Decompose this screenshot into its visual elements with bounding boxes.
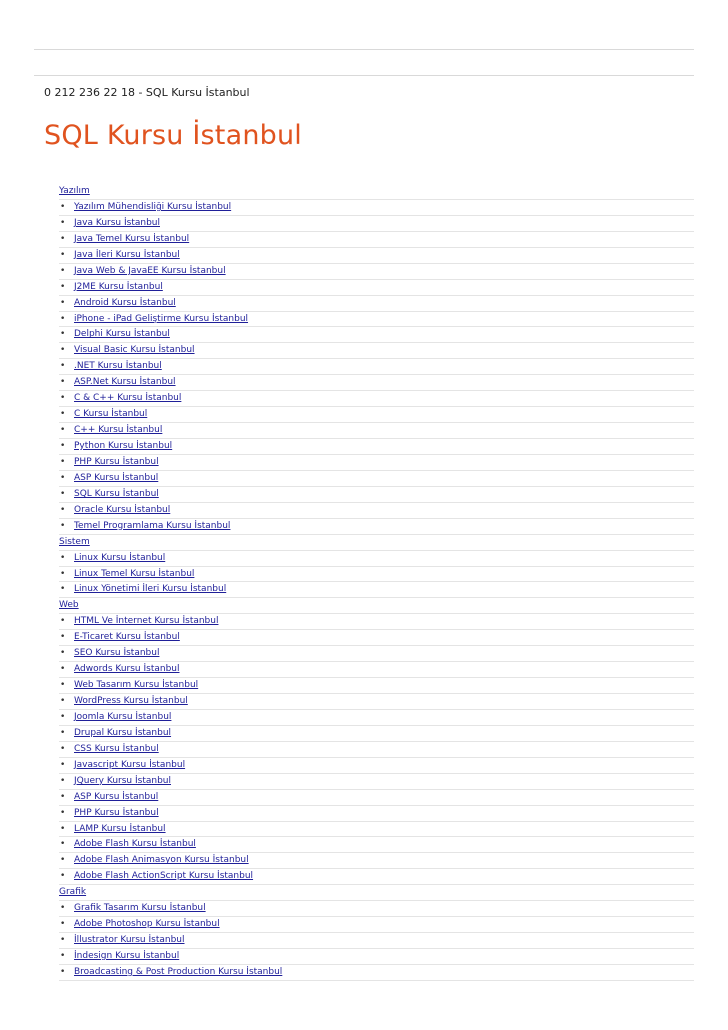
course-link[interactable]: Linux Yönetimi İleri Kursu İstanbul bbox=[74, 584, 227, 595]
course-link[interactable]: Visual Basic Kursu İstanbul bbox=[74, 345, 195, 356]
bullet-icon: • bbox=[60, 935, 66, 946]
bullet-icon: • bbox=[60, 456, 66, 467]
course-link[interactable]: Yazılım Mühendisliği Kursu İstanbul bbox=[74, 201, 232, 212]
list-item bbox=[59, 296, 694, 312]
course-link[interactable]: Adobe Flash Kursu İstanbul bbox=[74, 839, 196, 850]
list-item bbox=[59, 758, 694, 774]
bullet-icon: • bbox=[60, 393, 66, 404]
course-link[interactable]: J2ME Kursu İstanbul bbox=[74, 281, 163, 292]
bullet-icon: • bbox=[60, 233, 66, 244]
bullet-icon: • bbox=[60, 632, 66, 643]
course-link[interactable]: CSS Kursu İstanbul bbox=[74, 743, 159, 754]
bullet-icon: • bbox=[60, 807, 66, 818]
list-item bbox=[59, 630, 694, 646]
category-row bbox=[59, 598, 694, 614]
course-link[interactable]: İndesign Kursu İstanbul bbox=[74, 951, 180, 961]
bullet-icon: • bbox=[60, 504, 66, 515]
page-title: SQL Kursu İstanbul bbox=[44, 120, 302, 151]
bullet-icon: • bbox=[60, 313, 66, 324]
category-link[interactable]: Grafik bbox=[59, 887, 87, 898]
list-item bbox=[59, 359, 694, 375]
bullet-icon: • bbox=[60, 329, 66, 340]
course-link[interactable]: Java Kursu İstanbul bbox=[74, 217, 160, 228]
bullet-icon: • bbox=[60, 680, 66, 691]
course-link[interactable]: Python Kursu İstanbul bbox=[74, 441, 173, 451]
bullet-icon: • bbox=[60, 855, 66, 866]
bullet-icon: • bbox=[60, 966, 66, 977]
bullet-icon: • bbox=[60, 775, 66, 786]
bullet-icon: • bbox=[60, 823, 66, 834]
bullet-icon: • bbox=[60, 425, 66, 436]
bullet-icon: • bbox=[60, 345, 66, 356]
category-link[interactable]: Web bbox=[59, 600, 79, 611]
course-link[interactable]: Linux Kursu İstanbul bbox=[74, 552, 166, 563]
bullet-icon: • bbox=[60, 839, 66, 850]
course-link[interactable]: ASP Kursu İstanbul bbox=[74, 472, 159, 483]
course-link[interactable]: C++ Kursu İstanbul bbox=[74, 425, 163, 436]
course-link[interactable]: Java Temel Kursu İstanbul bbox=[74, 233, 190, 244]
list-item bbox=[59, 949, 694, 965]
bullet-icon: • bbox=[60, 727, 66, 738]
course-link[interactable]: JQuery Kursu İstanbul bbox=[74, 775, 171, 786]
bullet-icon: • bbox=[60, 951, 66, 961]
bullet-icon: • bbox=[60, 568, 66, 579]
list-item bbox=[59, 742, 694, 758]
bullet-icon: • bbox=[60, 648, 66, 659]
list-item bbox=[59, 694, 694, 710]
course-link[interactable]: Linux Temel Kursu İstanbul bbox=[74, 568, 195, 579]
course-list bbox=[59, 184, 694, 981]
list-item bbox=[59, 551, 694, 567]
category-row bbox=[59, 184, 694, 200]
bullet-icon: • bbox=[60, 759, 66, 770]
list-item bbox=[59, 471, 694, 487]
course-link[interactable]: C Kursu İstanbul bbox=[74, 409, 148, 420]
course-link[interactable]: PHP Kursu İstanbul bbox=[74, 807, 159, 818]
course-link[interactable]: Adobe Photoshop Kursu İstanbul bbox=[74, 919, 220, 930]
bullet-icon: • bbox=[60, 616, 66, 627]
bullet-icon: • bbox=[60, 903, 66, 914]
course-link[interactable]: HTML Ve İnternet Kursu İstanbul bbox=[74, 616, 219, 627]
course-link[interactable]: PHP Kursu İstanbul bbox=[74, 456, 159, 467]
list-item bbox=[59, 343, 694, 359]
list-item bbox=[59, 503, 694, 519]
list-item bbox=[59, 853, 694, 869]
list-item bbox=[59, 726, 694, 742]
bullet-icon: • bbox=[60, 377, 66, 388]
list-item bbox=[59, 790, 694, 806]
list-item bbox=[59, 774, 694, 790]
list-item bbox=[59, 901, 694, 917]
header-divider bbox=[34, 75, 694, 76]
course-link[interactable]: Oracle Kursu İstanbul bbox=[74, 504, 171, 515]
course-link[interactable]: C & C++ Kursu İstanbul bbox=[74, 393, 182, 404]
list-item bbox=[59, 439, 694, 455]
course-link[interactable]: Grafik Tasarım Kursu İstanbul bbox=[74, 903, 206, 914]
bullet-icon: • bbox=[60, 361, 66, 372]
list-item bbox=[59, 806, 694, 822]
bullet-icon: • bbox=[60, 281, 66, 292]
course-link[interactable]: Delphi Kursu İstanbul bbox=[74, 329, 170, 340]
list-item bbox=[59, 455, 694, 471]
course-link[interactable]: İllustrator Kursu İstanbul bbox=[74, 935, 185, 946]
bullet-icon: • bbox=[60, 217, 66, 228]
course-link[interactable]: Temel Programlama Kursu İstanbul bbox=[74, 520, 231, 531]
list-item bbox=[59, 614, 694, 630]
bullet-icon: • bbox=[60, 584, 66, 595]
bullet-icon: • bbox=[60, 791, 66, 802]
bullet-icon: • bbox=[60, 201, 66, 212]
bullet-icon: • bbox=[60, 441, 66, 451]
bullet-icon: • bbox=[60, 409, 66, 420]
list-item bbox=[59, 423, 694, 439]
list-item bbox=[59, 917, 694, 933]
bullet-icon: • bbox=[60, 552, 66, 563]
course-link[interactable]: Java Web & JavaEE Kursu İstanbul bbox=[74, 265, 226, 276]
list-item bbox=[59, 375, 694, 391]
course-link[interactable]: Adobe Flash ActionScript Kursu İstanbul bbox=[74, 871, 254, 882]
course-link[interactable]: ASP Kursu İstanbul bbox=[74, 791, 159, 802]
bullet-icon: • bbox=[60, 743, 66, 754]
course-link[interactable]: ASP.Net Kursu İstanbul bbox=[74, 377, 176, 388]
list-item bbox=[59, 710, 694, 726]
list-item bbox=[59, 837, 694, 853]
bullet-icon: • bbox=[60, 664, 66, 675]
list-item bbox=[59, 312, 694, 328]
bullet-icon: • bbox=[60, 871, 66, 882]
course-link[interactable]: WordPress Kursu İstanbul bbox=[74, 696, 188, 706]
course-link[interactable]: E-Ticaret Kursu İstanbul bbox=[74, 632, 180, 643]
bullet-icon: • bbox=[60, 488, 66, 499]
list-item bbox=[59, 662, 694, 678]
list-item bbox=[59, 646, 694, 662]
bullet-icon: • bbox=[60, 297, 66, 308]
course-link[interactable]: Javascript Kursu İstanbul bbox=[74, 759, 186, 770]
course-link[interactable]: Adobe Flash Animasyon Kursu İstanbul bbox=[74, 855, 249, 866]
course-link[interactable]: SEO Kursu İstanbul bbox=[74, 648, 160, 659]
course-link[interactable]: SQL Kursu İstanbul bbox=[74, 488, 159, 499]
category-row bbox=[59, 535, 694, 551]
bullet-icon: • bbox=[60, 249, 66, 260]
bullet-icon: • bbox=[60, 265, 66, 276]
list-item bbox=[59, 264, 694, 280]
course-link[interactable]: Drupal Kursu İstanbul bbox=[74, 727, 172, 738]
list-item bbox=[59, 232, 694, 248]
list-item bbox=[59, 216, 694, 232]
category-link[interactable]: Sistem bbox=[59, 536, 90, 547]
bullet-icon: • bbox=[60, 696, 66, 706]
list-item bbox=[59, 965, 694, 981]
category-row bbox=[59, 885, 694, 901]
list-item bbox=[59, 933, 694, 949]
bullet-icon: • bbox=[60, 711, 66, 722]
list-item bbox=[59, 391, 694, 407]
list-item bbox=[59, 567, 694, 583]
list-item bbox=[59, 869, 694, 885]
course-link[interactable]: .NET Kursu İstanbul bbox=[74, 361, 162, 372]
course-link[interactable]: Joomla Kursu İstanbul bbox=[74, 711, 172, 722]
course-link[interactable]: Java İleri Kursu İstanbul bbox=[74, 249, 180, 260]
category-link[interactable]: Yazılım bbox=[59, 186, 90, 196]
top-divider bbox=[34, 49, 694, 50]
bullet-icon: • bbox=[60, 919, 66, 930]
list-item bbox=[59, 327, 694, 343]
course-link[interactable]: LAMP Kursu İstanbul bbox=[74, 823, 166, 834]
list-item bbox=[59, 280, 694, 296]
course-link[interactable]: Adwords Kursu İstanbul bbox=[74, 664, 180, 675]
list-item bbox=[59, 519, 694, 535]
list-item bbox=[59, 822, 694, 838]
bullet-icon: • bbox=[60, 472, 66, 483]
list-item bbox=[59, 678, 694, 694]
course-link[interactable]: Android Kursu İstanbul bbox=[74, 297, 176, 308]
list-item bbox=[59, 407, 694, 423]
list-item bbox=[59, 200, 694, 216]
header-phone-line: 0 212 236 22 18 - SQL Kursu İstanbul bbox=[44, 86, 250, 99]
course-link[interactable]: Web Tasarım Kursu İstanbul bbox=[74, 680, 199, 691]
bullet-icon: • bbox=[60, 520, 66, 531]
list-item bbox=[59, 582, 694, 598]
course-link[interactable]: iPhone - iPad Geliştirme Kursu İstanbul bbox=[74, 313, 249, 324]
list-item bbox=[59, 248, 694, 264]
list-item bbox=[59, 487, 694, 503]
course-link[interactable]: Broadcasting & Post Production Kursu İstanbul bbox=[74, 966, 283, 977]
